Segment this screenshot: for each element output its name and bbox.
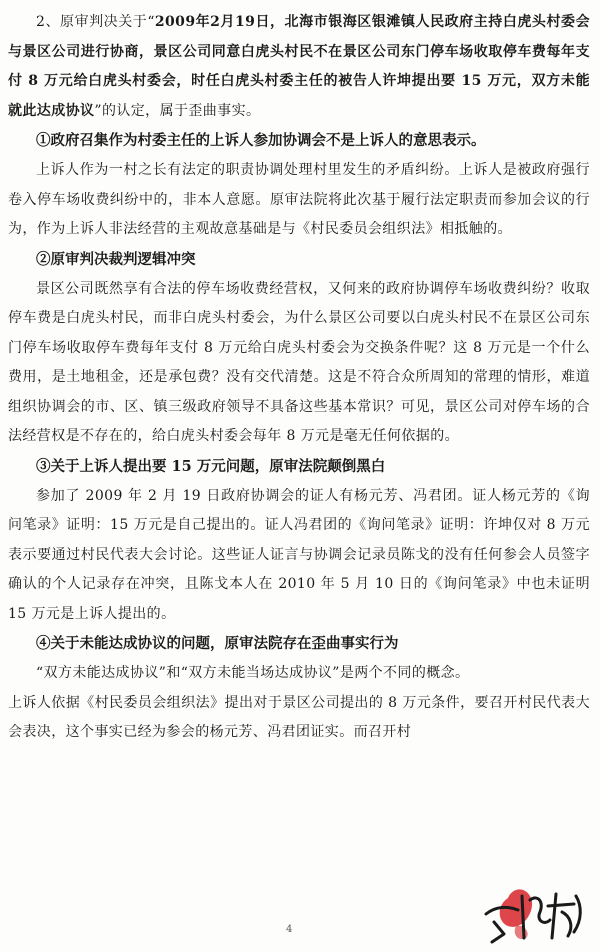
section-4-paragraph-1: “双方未能达成协议”和“双方未能当场达成协议”是两个不同的概念。 <box>36 665 470 681</box>
paragraph-2-lead: 2、原审判决关于“ <box>36 14 155 30</box>
paragraph-2-quote: 2009年2月19日，北海市银海区银滩镇人民政府主持白虎头村委会与景区公司进行协商，景区公司同意白虎头村民不在景区公司东门停车场收取停车费每年支付 8 万元给白虎头村委会，时任白虎头村委主任的被告人许坤提出要 15 万元，双方未能就此达成协议 <box>8 14 590 119</box>
section-4-paragraph-2: 上诉人依据《村民委员会组织法》提出对于景区公司提出的 8 万元条件，要召开村民代表大会表决，这个事实已经为参会的杨元芳、冯君团证实。而召开村 <box>8 694 590 740</box>
section-3-heading: ③关于上诉人提出要 15 万元问题，原审法院颠倒黑白 <box>36 457 386 475</box>
section-1-paragraph: 上诉人作为一村之长有法定的职责协调处理村里发生的矛盾纠纷。上诉人是被政府强行卷入停车场收费纠纷中的，非本人意愿。原审法院将此次基于履行法定职责而参加会议的行为，作为上诉人非法经营的主观故意基础是与《村民委员会组织法》相抵触的。 <box>8 162 590 237</box>
paragraph-2-tail: ”的认定，属于歪曲事实。 <box>94 102 261 119</box>
paragraph-2 <box>8 8 590 126</box>
section-3-paragraph: 参加了 2009 年 2 月 19 日政府协调会的证人有杨元芳、冯君团。证人杨元芳的《询问笔录》证明：15 万元是自己提出的。证人冯君团的《询问笔录》证明：许坤仅对 8 万元表示要通过村民代表大会讨论。这些证人证言与协调会记录员陈戈的没有任何参会人员签字确认的个人记录存在冲突，且陈戈本人在 2010 年 5 月 10 日的《询问笔录》中也未证明 15 万元是上诉人提出的。 <box>8 487 590 622</box>
document-page <box>8 8 590 952</box>
section-4-heading: ④关于未能达成协议的问题，原审法院存在歪曲事实行为 <box>36 635 399 652</box>
section-2-heading: ②原审判决裁判逻辑冲突 <box>36 250 196 268</box>
section-2-paragraph: 景区公司既然享有合法的停车场收费经营权，又何来的政府协调停车场收费纠纷？收取停车费是白虎头村民，而非白虎头村委会，为什么景区公司要以白虎头村民不在景区公司东门停车场收取停车费每年支付 8 万元给白虎头村委会为交换条件呢？这 8 万元是一个什么费用，是土地租金，还是承包费？没有交代清楚。这是不符合众所周知的常理的情形，难道组织协调会的市、区、镇三级政府领导不具备这些基本常识？可见，景区公司对停车场的合法经营权是不存在的，给白虎头村委会每年 8 万元是毫无任何依据的。 <box>8 280 590 444</box>
section-1-heading: ①政府召集作为村委主任的上诉人参加协调会不是上诉人的意思表示。 <box>36 132 486 149</box>
page-number: 4 <box>286 924 293 935</box>
red-seal-icon <box>500 889 532 939</box>
handwritten-signature-icon <box>478 876 588 948</box>
